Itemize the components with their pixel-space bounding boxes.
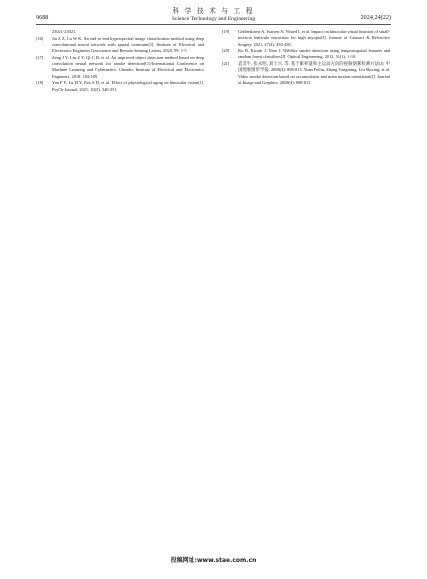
reference-number: [21] <box>222 61 230 67</box>
reference-text: 袁非牛, 张永明, 刘士兴, 等. 基于累积量和主运动方向的视频烟雾检测方法[J]. 中国图象图形学报, 2008(4): 808-813. Yuan Feiliu, Zhang Yongming, Liu Shixing, et al. Video smoke detection based on accumulation and main motion orientation[J]. Journal of Image and Graphics, 2008(4): 808-813. <box>238 61 390 85</box>
reference-number: [20] <box>222 48 230 54</box>
reference-text: 23021-23021. <box>52 29 77 34</box>
header-rule <box>36 24 391 25</box>
reference-entry <box>36 80 204 93</box>
reference-text: Zeng J Y, Lin Z Y, Qi C B, et al. An improved object detection method based on deep convolution neural network for smoke detection[C]//International Conference on Machine Learning and Cybernetics. Chendu: Institute of Electrical and Electronics Engineers, 2018: 184-189. <box>52 54 204 79</box>
reference-number: [17] <box>36 54 44 60</box>
reference-text: Jia Z Z, Lu W K. An end-to-end hyperspectral image classification method using deep convolutional neural network with spatial constraint[J]. Institute of Electrical and Electronics Engineers Geoscience and Remote Sensing Letters, 2020, 99: 1-5. <box>52 35 204 54</box>
reference-text: Geldenkorne A, Ivarsen A, Nisted I, et al. Impact on binocular visual function of small-incision lenticule extraction for high myopia[J]. Journal of Cataract & Refractive Surgery, 2021, 47(4): 430-438. <box>238 29 390 47</box>
reference-entry <box>36 55 204 80</box>
reference-entry <box>36 29 204 35</box>
page-number: 9688 <box>36 14 49 21</box>
reference-number: [16] <box>36 35 44 41</box>
reference-entry <box>36 36 204 55</box>
submission-url-footer: 投稿网址:www.stae.com.cn <box>170 557 257 564</box>
reference-text: Yan F F, Lu H Y, Fan S H, et al. Effect of physiological aging on binocular vision[J]. PsyCh Journal, 2021, 10(3): 340-351. <box>52 80 204 92</box>
reference-entry <box>222 61 390 86</box>
reference-text: Ko B, Kwark J, Nam J. Wildfire smoke detection using temporospatial features and random forest classifiers[J]. Optical Engineering, 2012, 51(1): 1-10. <box>238 48 390 60</box>
reference-number: [19] <box>222 29 230 34</box>
reference-entry <box>222 29 390 48</box>
reference-number: [18] <box>36 80 44 86</box>
journal-title-cn: 科 学 技 术 与 工 程 <box>172 8 255 15</box>
issue-number: 2024,24(22) <box>360 14 391 21</box>
reference-entry <box>222 48 390 61</box>
journal-title-en: Science Technology and Engineering <box>171 16 256 22</box>
references-right-column <box>222 29 390 87</box>
references-left-column <box>36 29 204 93</box>
